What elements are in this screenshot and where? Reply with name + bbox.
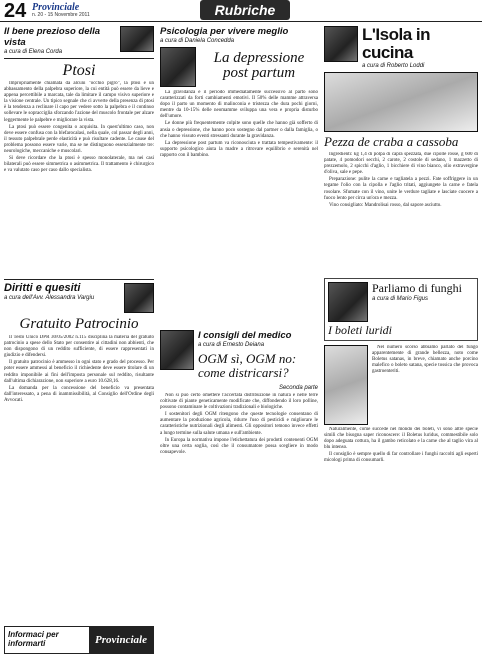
- recipe-paragraph: Ingredienti: kg 1,4 di polpa di capra spezzata, due cipolle rosse, g 600 di patate, 4 pomodori secchi, 2 carote, 2 costole di sedano, 1 mazzetto di prezzemolo, 2 spicchi d'aglio, 1 bicchiere di vino bianco, olio extravergine d'oliva, sale e pepe.: [324, 152, 478, 176]
- page-number: 24: [4, 0, 27, 22]
- psicologia-title-row: [160, 47, 318, 87]
- divider: [4, 279, 154, 280]
- ad-logo: Provinciale: [89, 627, 153, 653]
- vista-body: [4, 81, 154, 277]
- dish-photo: [324, 72, 478, 132]
- funghi-paragraph: Naturalmente, come succede nel mondo dei boleti, vi sono altre specie simili che bisogna saper riconoscere: il Boletus luridus, commestibile solo dopo adeguata cottura, ha il gambo reticolato e la carne che al taglio vira al blu intenso.: [324, 427, 478, 451]
- medico-paragraph: In Europa la normativa impone l'etichettatura dei prodotti contenenti OGM oltre una certa soglia, così che il consumatore possa scegliere in modo consapevole.: [160, 437, 318, 455]
- column-2: [160, 26, 318, 455]
- diritti-article: [4, 276, 154, 615]
- funghi-content: [324, 345, 478, 425]
- mushroom-photo: [328, 282, 368, 322]
- medico-byline: a cura di Ernesto Deiana: [198, 342, 265, 348]
- funghi-kicker: Parliamo di funghi: [372, 281, 462, 295]
- medico-subhead: Seconda parte: [278, 385, 318, 391]
- medico-paragraph: Non si può certo omettere l'accertata distribuzione in natura e nelle terre coltivate di piante geneticamente modificate che, diffondendo il loro polline, possono contaminare le coltivazioni tradizionali e biologiche.: [160, 393, 318, 411]
- diritti-byline: a cura dell'Avv. Alessandra Vargiu: [4, 295, 95, 301]
- vista-byline: a cura di Elena Corda: [4, 49, 63, 55]
- psicologia-headline: La depressione post partum: [213, 50, 305, 81]
- section-title: Rubriche: [200, 0, 290, 20]
- psicologia-paragraph: La gravidanza e il periodo immediatamente successivo al parto sono caratterizzati da forti cambiamenti emotivi. Il 50% delle mamme attraversa dopo il parto un momento di malinconia e tristezza che dura pochi giorni, mentre da 10-15% delle neomamme sviluppa una vera e propria disturbo dell'umore.: [160, 90, 318, 120]
- funghi-body: [324, 427, 478, 599]
- vista-header: [4, 26, 154, 55]
- diritti-paragraph: Il gratuito patrocinio è ammesso in ogni stato e grado del processo. Per poter essere ammessi al beneficio il richiedente deve essere titolare di un reddito imponibile ai fini dell'imposta personale sul reddito, risultante dall'ultima dichiarazione, non superiore a euro 10.628,16.: [4, 360, 154, 384]
- diritti-paragraph: La domanda per la concessione del beneficio va presentata dall'interessato, a pena di inammissibilità, al Consiglio dell'Ordine degli Avvocati.: [4, 385, 154, 403]
- eye-photo: [120, 26, 154, 52]
- divider: [4, 58, 154, 59]
- medico-paragraph: I sostenitori degli OGM ritengono che queste tecnologie consentano di aumentare la produzione agricola, ridurre l'uso di pesticidi e migliorare le caratteristiche nutrizionali degli alimenti. Gli oppositori temono invece effetti a lungo termine sulla salute umana e sull'ambiente.: [160, 412, 318, 436]
- lawyer-photo: [124, 283, 154, 313]
- isola-byline: a cura di Roberto Loddi: [362, 63, 425, 69]
- medico-kicker: I consigli del medico: [198, 330, 292, 341]
- medico-header: [160, 330, 318, 383]
- recipe-paragraph: Vino consigliato: Mandrolisai rosso, dal sapore asciutto.: [329, 202, 442, 208]
- page-header: [0, 0, 482, 22]
- recipe-body: [324, 152, 478, 274]
- chef-photo: [324, 26, 358, 62]
- medico-article: [160, 330, 318, 657]
- isola-kicker: L'Isola in cucina: [362, 25, 430, 62]
- diritti-kicker: Diritti e quesiti: [4, 282, 81, 294]
- funghi-byline: a cura di Mario Figus: [372, 296, 429, 302]
- psicologia-paragraph: La depressione post partum va riconosciuta e trattata tempestivamente: il supporto psicologico aiuta la madre a ritrovare equilibrio e serenità nel rapporto con il bambino.: [160, 140, 318, 158]
- psicologia-paragraph: Le donne più frequentemente colpite sono quelle che hanno già sofferto di ansia o depressione, che hanno poco sostegno dal partner o dalla famiglia, o che hanno vissuto eventi stressanti durante la gravidanza.: [160, 121, 318, 139]
- funghi-headline: I boleti luridi: [328, 323, 392, 337]
- funghi-header: [328, 282, 474, 322]
- advertisement[interactable]: [4, 626, 154, 654]
- vista-paragraph: Impropriamente chiamata da alcuni "occhio pigro", la ptosi è un abbassamento della palpebra superiore, la cui entità può essere da lieve e appena percettibile a marcata, tale da limitare il campo visivo superiore e la visione centrale. Un tipico segnale che ci avverte della presenza di ptosi è la tendenza a reclinare il capo per vedere sotto la palpebra e il continuo sollevare le sopracciglia sforzando l'azione del muscolo frontale per alzare leggermente le palpebre e migliorare la vista.: [4, 81, 154, 123]
- vista-paragraph: Si deve ricordare che la ptosi è spesso monolaterale, ma nei casi bilaterali può essere simmetrica o asimmetrica. Il trattamento è chirurgico e va valutato caso per caso dallo specialista.: [4, 156, 154, 174]
- column-1: [4, 26, 154, 403]
- author-photo: [160, 47, 196, 87]
- doctor-photo: [160, 330, 194, 370]
- recipe-paragraph: Preparazione: pulite la carne e tagliatela a pezzi. Fate soffriggere in un tegame l'olio con la cipolla e l'aglio tritati, aggiungete la carne e fatela rosolare. Sfumate con il vino, unite le verdure tagliate e lasciate cuocere a fuoco lento per circa un'ora e mezza.: [324, 177, 478, 201]
- diritti-paragraph: Il Testo Unico DPR 30/05/2002 n.115 disciplina la materia del gratuito patrocinio a spese dello Stato per consentire ai cittadini non abbienti, che non dispongono di un reddito sufficiente, di essere rappresentati in giudizio e difendersi.: [4, 335, 154, 359]
- vista-kicker: Il bene prezioso della vista: [4, 26, 101, 48]
- psicologia-byline: a cura di Daniela Concedda: [160, 38, 235, 44]
- ad-slogan: Informaci per informarti: [8, 630, 59, 648]
- diritti-header: [4, 283, 154, 313]
- boletus-photo: [324, 345, 368, 425]
- medico-body: [160, 393, 318, 657]
- isola-header: [324, 26, 478, 69]
- issue-date: n. 20 - 15 Novembre 2011: [32, 12, 90, 18]
- diritti-body: [4, 335, 154, 615]
- medico-headline: OGM sì, OGM no: come districarsi?: [198, 351, 297, 380]
- masthead-brand: Provinciale: [32, 2, 80, 13]
- funghi-paragraph: Nel numero scorso abbiamo parlato del fungo apparentemente di grande bellezza, noto come Boletus satanas, in breve, chiamato anche porcino malefico o boleto satana, specie tossica che provoca gastroenteriti.: [372, 345, 478, 375]
- funghi-paragraph: Il consiglio è sempre quello di far controllare i funghi raccolti agli esperti micologi prima di consumarli.: [324, 452, 478, 464]
- funghi-intro: [372, 345, 478, 425]
- recipe-headline: Pezza de craba a cassoba: [324, 134, 459, 149]
- vista-paragraph: La ptosi può essere congenita o acquisita. In quest'ultimo caso, non deve essere confusa con la blefarocalasi, nella quale, col passar degli anni, il tessuto palpebrale perde elasticità e può risultare cadente. Le cause del problema possono essere varie, ma se ne distinguono essenzialmente tre: neurologiche, meccaniche e muscolari.: [4, 124, 154, 155]
- psicologia-body: [160, 90, 318, 312]
- psicologia-header: [160, 26, 318, 44]
- diritti-headline: Gratuito Patrocinio: [19, 316, 139, 332]
- column-3: [324, 26, 478, 599]
- funghi-article: [324, 278, 478, 341]
- vista-headline: Ptosi: [62, 62, 96, 79]
- psicologia-kicker: Psicologia per vivere meglio: [160, 26, 289, 37]
